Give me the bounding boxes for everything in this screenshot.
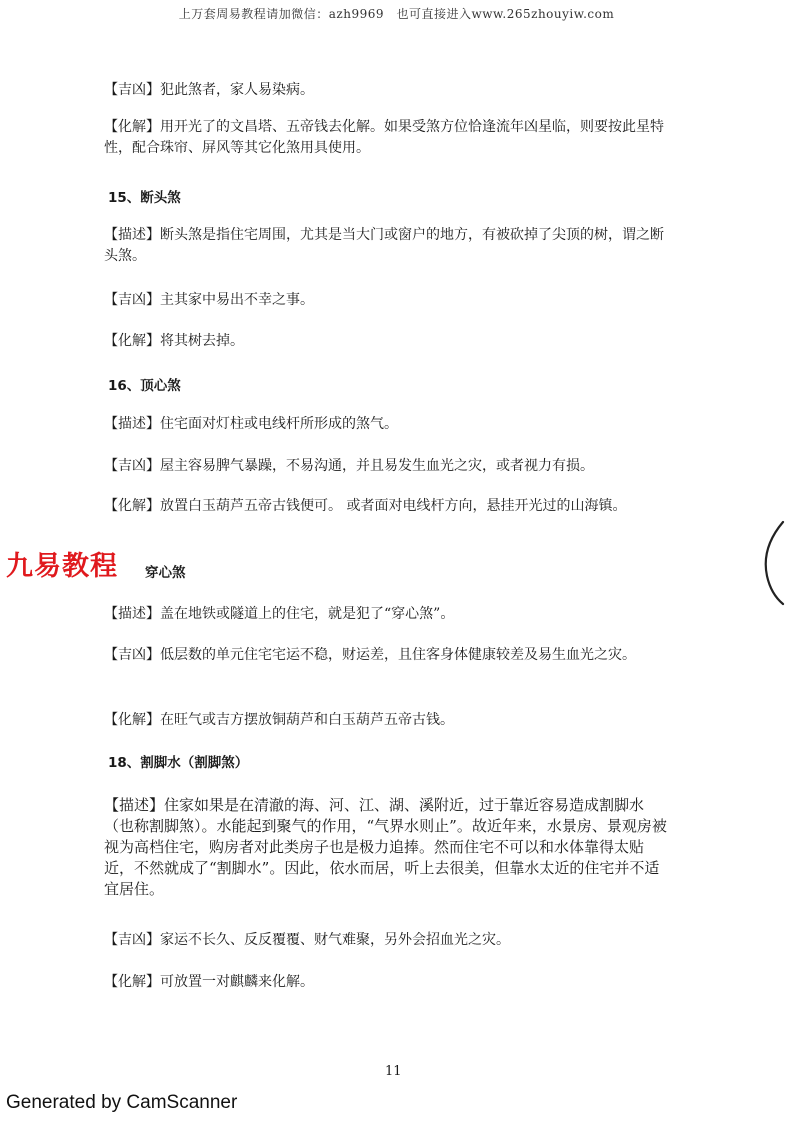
paragraph-4: 【吉凶】主其家中易出不幸之事。 xyxy=(104,292,314,308)
section-heading-15: 15、断头煞 xyxy=(108,190,181,206)
scan-edge-mark xyxy=(753,518,793,608)
paragraph-7: 【吉凶】屋主容易脾气暴躁，不易沟通，并且易发生血光之灾，或者视力有损。 xyxy=(104,458,594,474)
paragraph-13: 【吉凶】家运不长久、反反覆覆、财气难聚，另外会招血光之灾。 xyxy=(104,932,510,948)
paragraph-3: 【描述】断头煞是指住宅周围，尤其是当大门或窗户的地方，有被砍掉了尖顶的树，谓之断头煞。 xyxy=(104,227,664,264)
paragraph-1: 【吉凶】犯此煞者，家人易染病。 xyxy=(104,82,314,98)
paragraph-6: 【描述】住宅面对灯柱或电线杆所形成的煞气。 xyxy=(104,416,398,432)
paragraph-2: 【化解】用开光了的文昌塔、五帝钱去化解。如果受煞方位恰逢流年凶星临，则要按此星特性，配合珠帘、屏风等其它化煞用具使用。 xyxy=(104,119,664,156)
page-header: 上万套周易教程请加微信：azh9969 也可直接进入www.265zhouyiw.com xyxy=(178,7,615,21)
section-heading-17: 穿心煞 xyxy=(145,565,186,581)
paragraph-8: 【化解】放置白玉葫芦五帝古钱便可。 或者面对电线杆方向，悬挂开光过的山海镇。 xyxy=(104,498,627,514)
paragraph-10: 【吉凶】低层数的单元住宅宅运不稳，财运差，且住客身体健康较差及易生血光之灾。 xyxy=(104,647,636,663)
paragraph-5: 【化解】将其树去掉。 xyxy=(104,333,244,349)
watermark-logo: 九易教程 xyxy=(6,551,118,582)
paragraph-9: 【描述】盖在地铁或隧道上的住宅，就是犯了“穿心煞”。 xyxy=(104,606,455,622)
paragraph-14: 【化解】可放置一对麒麟来化解。 xyxy=(104,974,314,990)
section-heading-16: 16、顶心煞 xyxy=(108,378,181,394)
section-heading-18: 18、割脚水（割脚煞） xyxy=(108,755,249,771)
paragraph-11: 【化解】在旺气或吉方摆放铜葫芦和白玉葫芦五帝古钱。 xyxy=(104,712,454,728)
page-number: 11 xyxy=(385,1064,402,1079)
paragraph-12: 【描述】住家如果是在清澈的海、河、江、湖、溪附近，过于靠近容易造成割脚水（也称割脚煞）。水能起到聚气的作用，“气界水则止”。故近年来，水景房、景观房被视为高档住宅，购房者对此类房子也是极力追捧。然而住宅不可以和水体靠得太贴近，不然就成了“割脚水”。因此，依水而居，听上去很美，但靠水太近的住宅并不适宜居住。 xyxy=(104,796,667,898)
scanner-footer: Generated by CamScanner xyxy=(6,1092,238,1113)
